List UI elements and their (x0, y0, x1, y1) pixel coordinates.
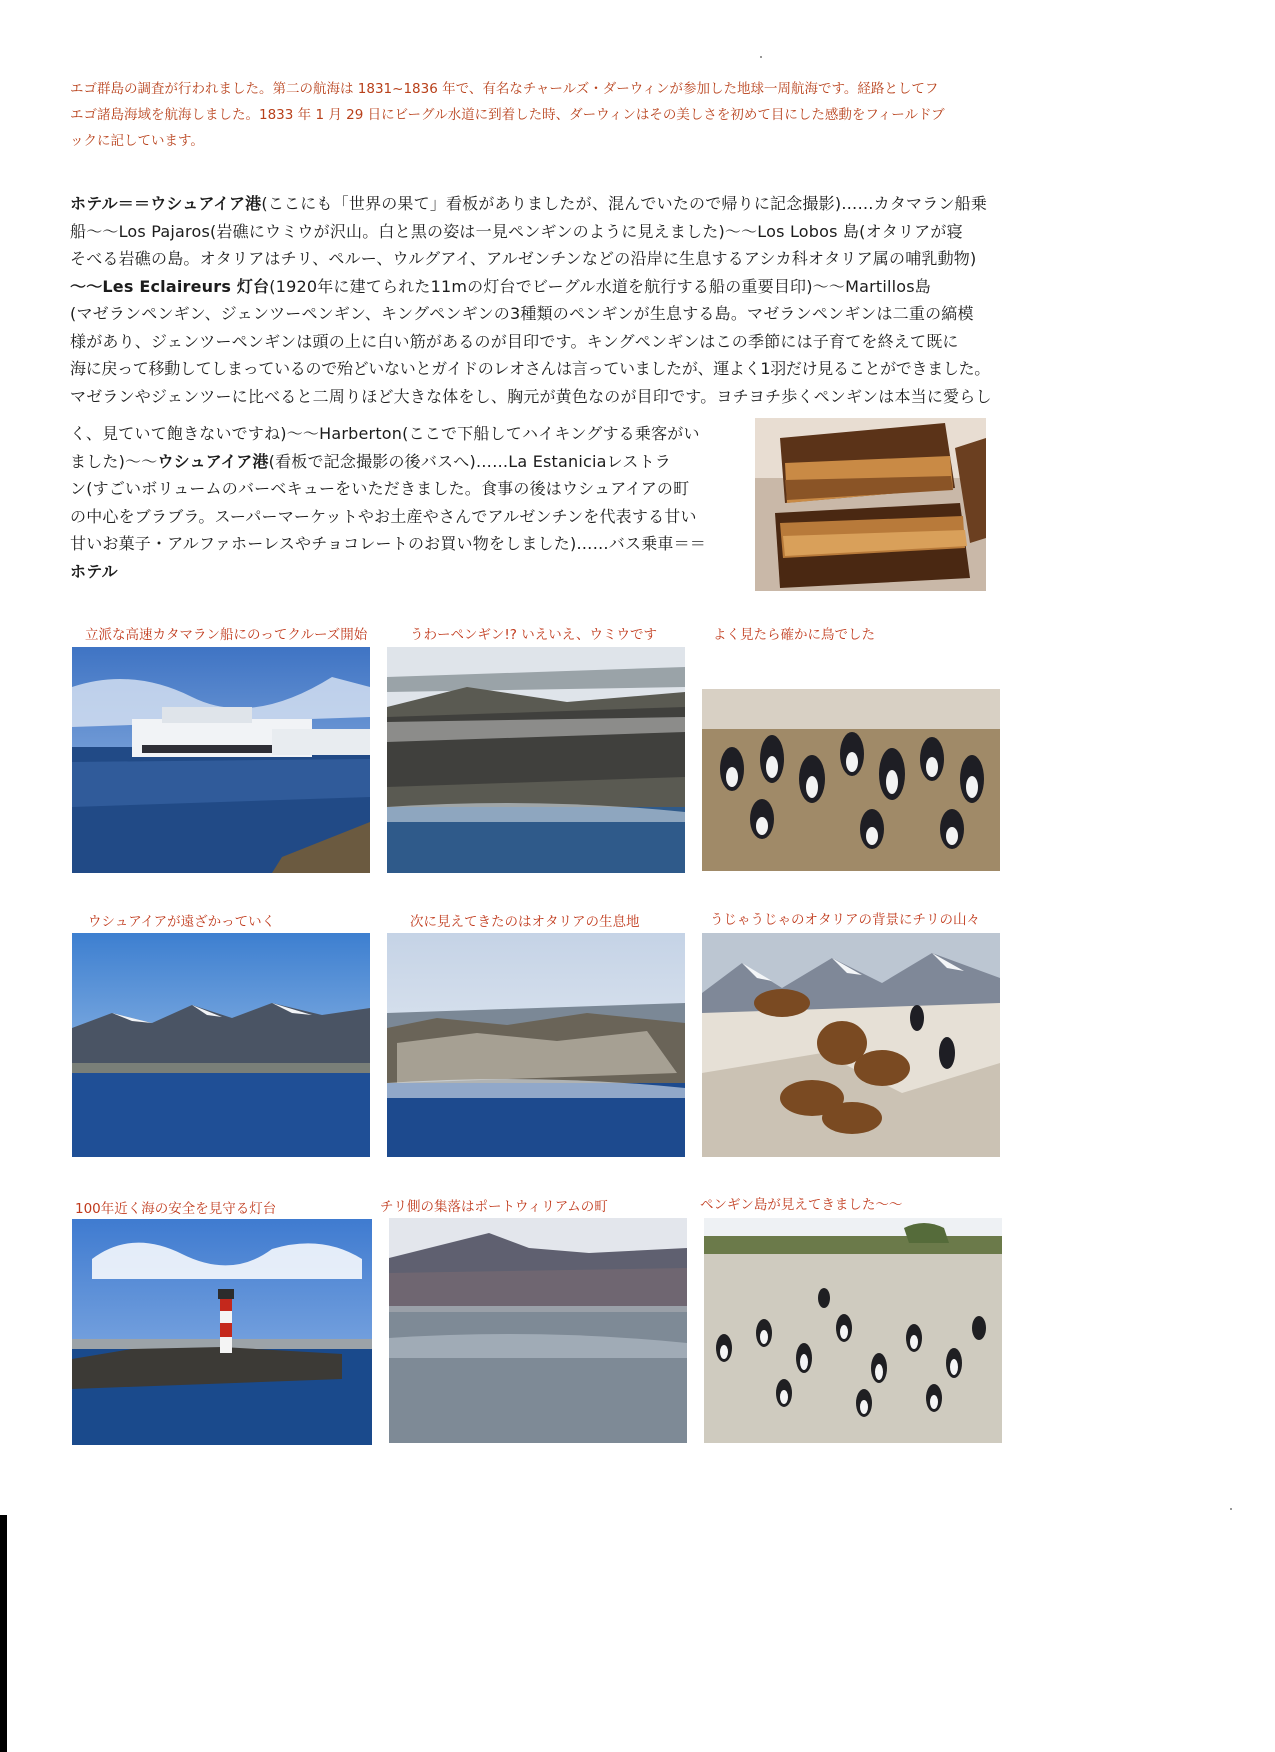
itinerary-bold: ～～Les Eclaireurs 灯台 (70, 276, 270, 296)
itinerary-text: (1920年に建てられた11mの灯台でビーグル水道を航行する船の重要目印)～～Martillos島 (269, 276, 932, 296)
photo-caption: うじゃうじゃのオタリアの背景にチリの山々 (710, 912, 980, 928)
photo-caption: ペンギン島が見えてきました～～ (700, 1197, 903, 1213)
itinerary-line: そべる岩礁の島。オタリアはチリ、ペルー、ウルグアイ、アルゼンチンなどの沿岸に生息するアシカ科オタリア属の哺乳動物) (70, 249, 977, 268)
photo-caption: ウシュアイアが遠ざかっていく (88, 914, 276, 930)
itinerary-bold: ウシュアイア港 (157, 451, 269, 471)
puerto-williams-photo (389, 1218, 687, 1443)
itinerary-line: 甘いお菓子・アルファホーレスやチョコレートのお買い物をしました)……バス乗車＝＝ (70, 534, 707, 553)
ushuaia-mountains-photo (72, 933, 370, 1157)
itinerary-line (70, 218, 1010, 246)
sea-lion-rocks-photo (387, 933, 685, 1157)
itinerary-line: ン(すごいボリュームのバーベキューをいただきました。食事の後はウシュアイアの町 (70, 479, 690, 498)
photo-caption: 立派な高速カタマラン船にのってクルーズ開始 (85, 627, 368, 643)
itinerary-line: マゼランやジェンツーに比べると二周りほど大きな体をし、胸元が黄色なのが目印です。ヨチヨチ歩くペンギンは本当に愛らし (70, 386, 992, 406)
cormorant-colony-photo (387, 647, 685, 873)
photo-caption: チリ側の集落はポートウィリアムの町 (380, 1199, 608, 1215)
intro-line: エゴ群島の調査が行われました。第二の航海は 1831~1836 年で、有名なチャールズ・ダーウィンが参加した地球一周航海です。経路としてフ (70, 81, 939, 97)
cormorant-closeup-photo (702, 689, 1000, 871)
itinerary-bold: ホテル＝＝ウシュアイア港 (70, 194, 262, 213)
alfajores-photo (755, 418, 986, 591)
itinerary-bold: ホテル (70, 561, 118, 581)
itinerary-line (70, 448, 730, 476)
catamaran-harbor-photo (72, 647, 370, 873)
itinerary-line: く、見ていて飽きないですね)～～Harberton(ここで下船してハイキングする乗客がい (70, 424, 700, 443)
photo-caption: よく見たら確かに鳥でした (713, 627, 875, 643)
itinerary-text: ました)～～ (70, 451, 158, 471)
photo-caption: 次に見えてきたのはオタリアの生息地 (410, 914, 640, 930)
lighthouse-photo (72, 1219, 372, 1445)
scan-edge-bar (0, 1515, 7, 1752)
itinerary-continuation (70, 420, 730, 585)
intro-line: ックに記しています。 (70, 133, 204, 149)
scan-speck (1230, 1508, 1232, 1510)
itinerary-line (70, 190, 1010, 218)
itinerary-line (70, 273, 1010, 301)
sea-lions-closeup-photo (702, 933, 1000, 1157)
penguin-island-photo (704, 1218, 1002, 1443)
scan-speck (760, 56, 762, 58)
itinerary-text: (ここにも「世界の果て」看板がありましたが、混んでいたので帰りに記念撮影)……カタマラン船乗 (261, 194, 988, 213)
itinerary-line: (マゼランペンギン、ジェンツーペンギン、キングペンギンの3種類のペンギンが生息する島。マゼランペンギンは二重の縞模 (70, 304, 974, 323)
itinerary-text: (看板で記念撮影の後バスへ)……La Estaniciaレストラ (268, 451, 671, 471)
itinerary-line: 様があり、ジェンツーペンギンは頭の上に白い筋があるのが目印です。キングペンギンはこの季節には子育てを終えて既に (70, 331, 959, 351)
itinerary-text: 船～～Los Pajaros (70, 221, 210, 241)
itinerary-line: の中心をブラブラ。スーパーマーケットやお土産やさんでアルゼンチンを代表する甘い (70, 506, 697, 526)
itinerary-paragraph (70, 190, 1010, 410)
intro-line: エゴ諸島海域を航海しました。1833 年 1 月 29 日にビーグル水道に到着した時、ダーウィンはその美しさを初めて目にした感動をフィールドブ (70, 107, 945, 123)
itinerary-line (70, 558, 730, 586)
itinerary-line: 海に戻って移動してしまっているので殆どいないとガイドのレオさんは言っていましたが、運よく1羽だけ見ることができました。 (70, 359, 991, 378)
photo-caption: うわーペンギン!? いえいえ、ウミウです (410, 627, 658, 643)
photo-caption: 100年近く海の安全を見守る灯台 (75, 1201, 277, 1217)
intro-paragraph (70, 76, 1210, 154)
itinerary-text: (岩礁にウミウが沢山。白と黒の姿は一見ペンギンのように見えました)～～Los Lobos 島(オタリアが寝 (209, 221, 963, 241)
